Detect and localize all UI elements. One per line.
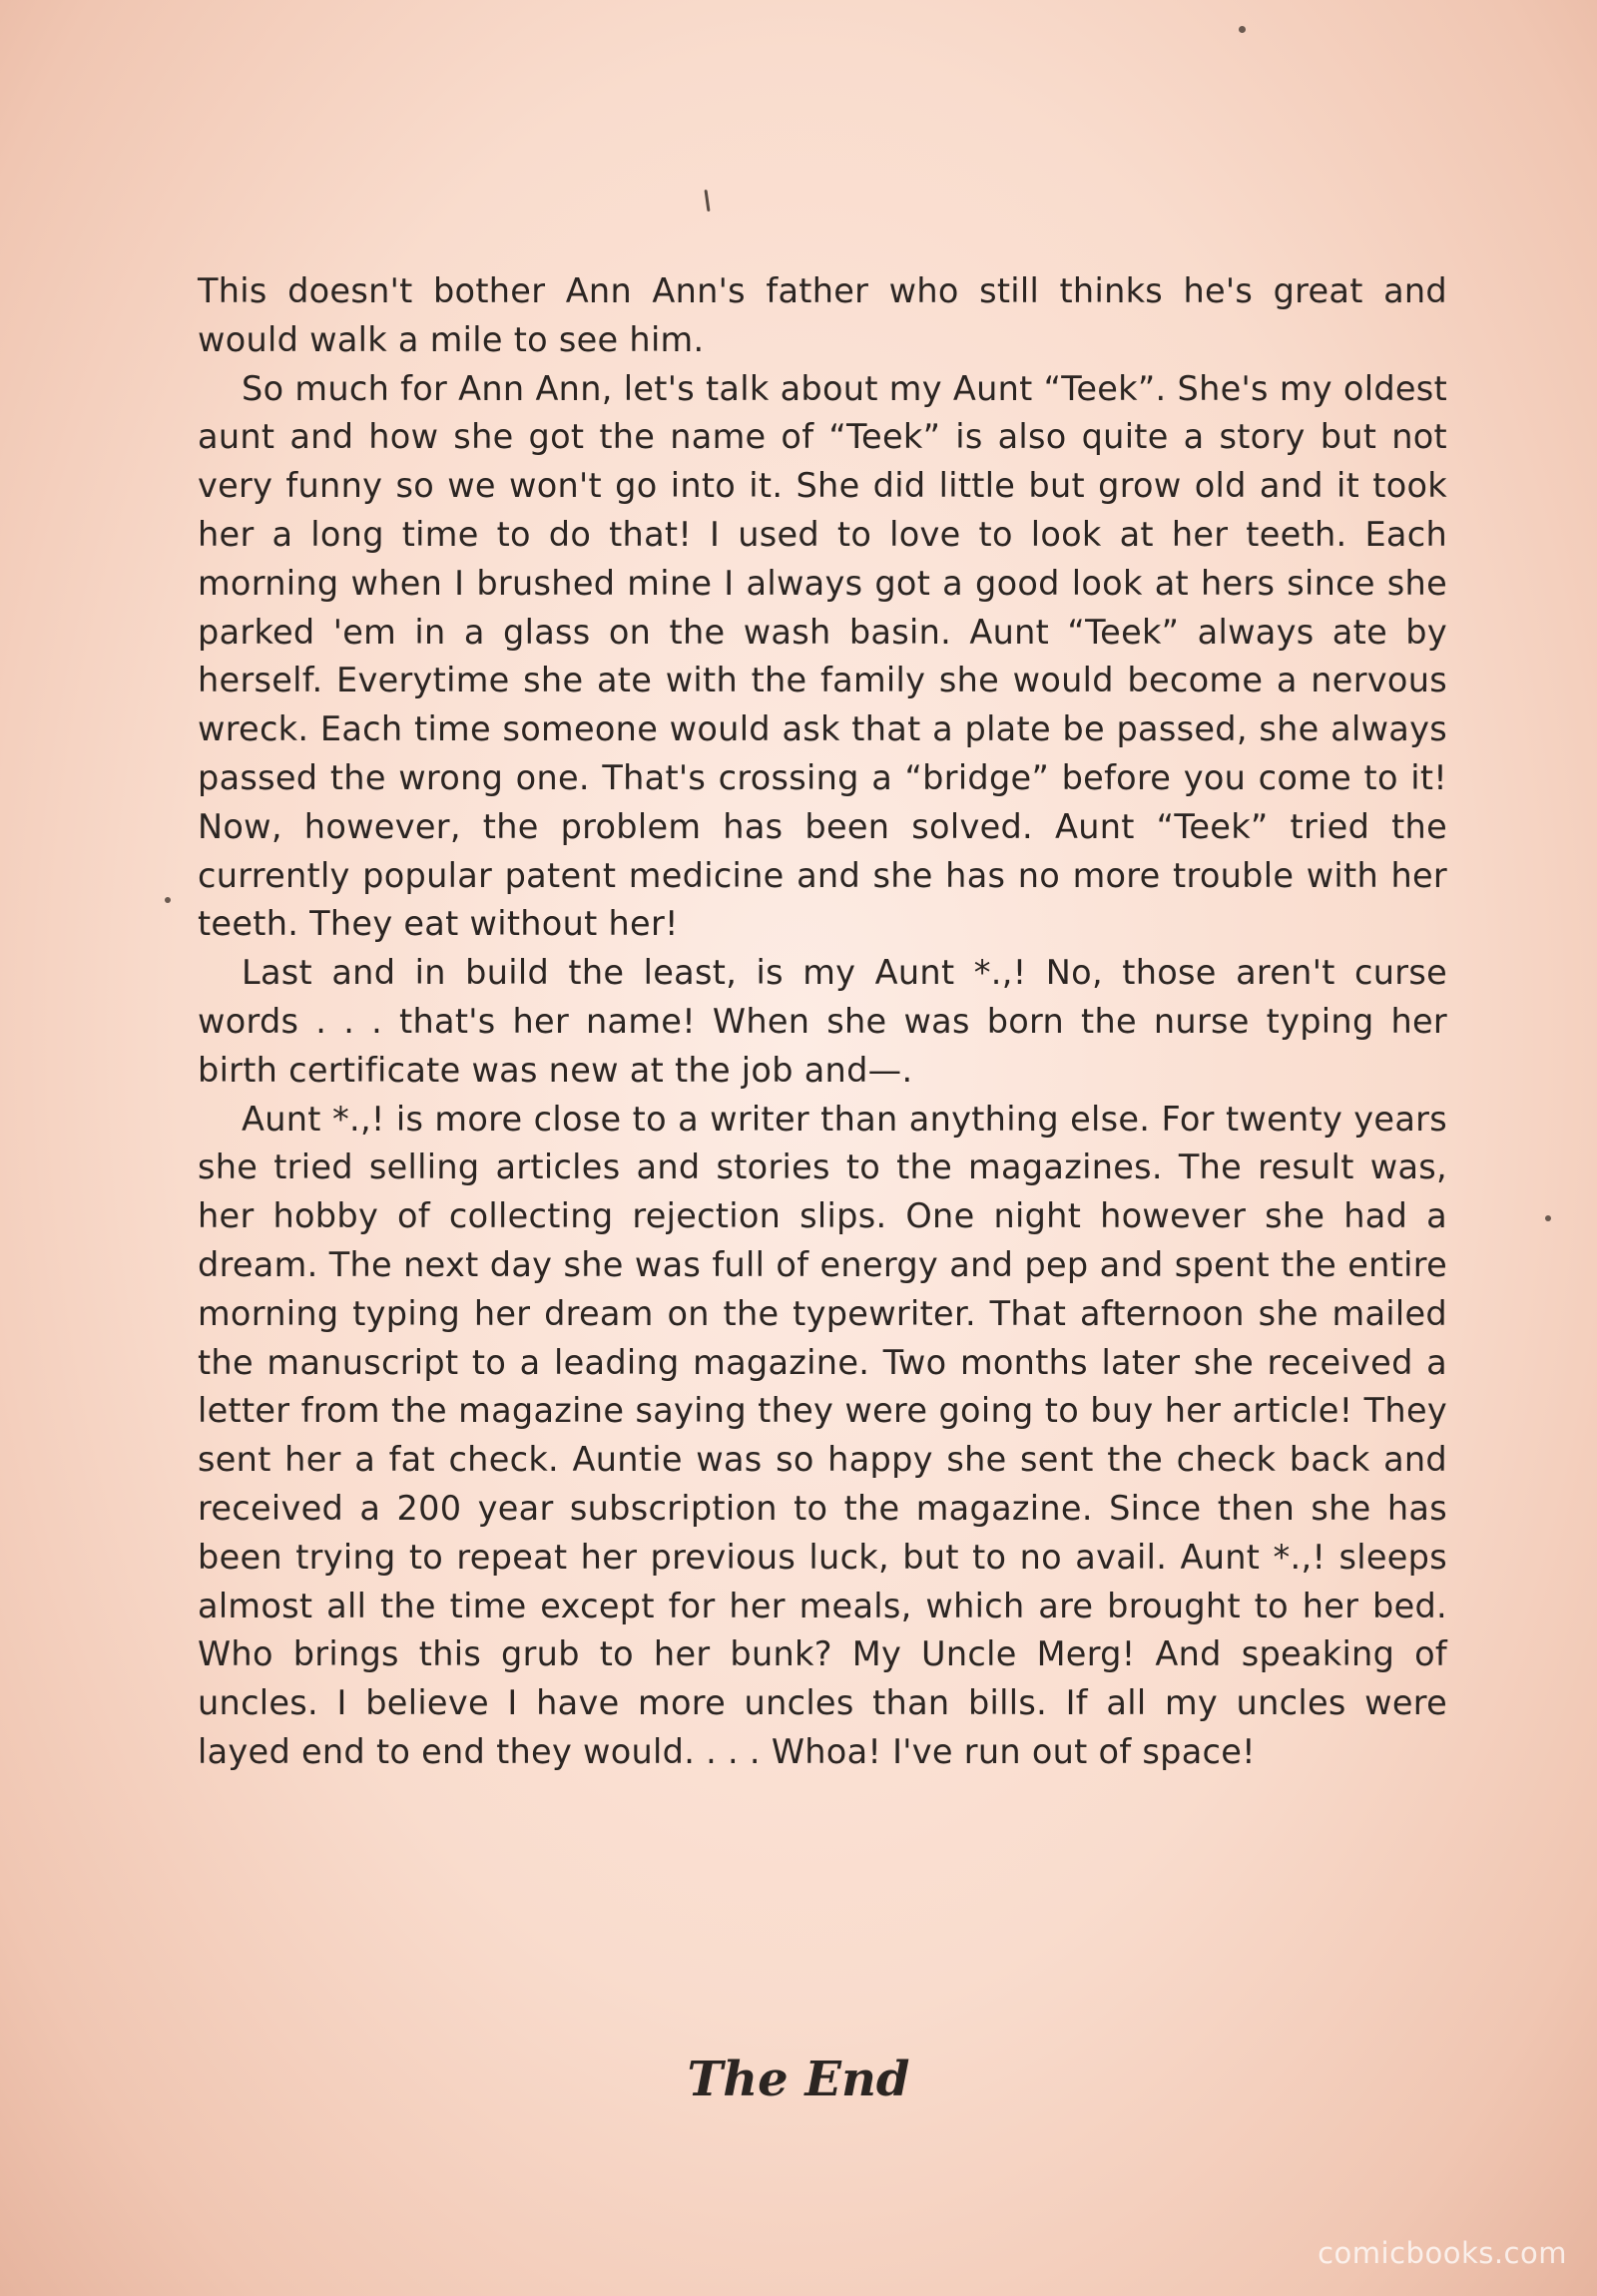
paragraph: Aunt *.,! is more close to a writer than anything else. For twenty years she tried selling articles and stories to the magazines. The result was, her hobby of collecting rejection slips. One night however she had a dream. The next day she was full of energy and pep and spent the entire morning typing her dream on the typewriter. That afternoon she mailed the manuscript to a leading magazine. Two months later she received a letter from the magazine saying they were going to buy her article! They sent her a fat check. Auntie was so happy she sent the check back and received a 200 year subscription to the magazine. Since then she has been trying to repeat her previous luck, but to no avail. Aunt *.,! sleeps almost all the time except for her meals, which are brought to her bed. Who brings this grub to her bunk? My Uncle Merg! And speaking of uncles. I believe I have more uncles than bills. If all my uncles were layed end to end they would. . . . Whoa! I've run out of space!: [198, 1099, 1447, 1771]
ink-mark: [704, 190, 710, 212]
paragraph: This doesn't bother Ann Ann's father who still thinks he's great and would walk a mile to see him.: [198, 271, 1447, 359]
paragraph: Last and in build the least, is my Aunt *.,! No, those aren't curse words . . . that's her name! When she was born the nurse typing her birth certificate was new at the job and—.: [198, 953, 1447, 1090]
ink-speck: [1239, 26, 1246, 33]
paragraph: So much for Ann Ann, let's talk about my Aunt “Teek”. She's my oldest aunt and how she got the name of “Teek” is also quite a story but not very funny so we won't go into it. She did little but grow old and it took her a long time to do that! I used to love to look at her teeth. Each morning when I brushed mine I always got a good look at hers since she parked 'em in a glass on the wash basin. Aunt “Teek” always ate by herself. Everytime she ate with the family she would become a nervous wreck. Each time someone would ask that a plate be passed, she always passed the wrong one. That's crossing a “bridge” before you come to it! Now, however, the problem has been solved. Aunt “Teek” tried the currently popular patent medicine and she has no more trouble with her teeth. They eat without her!: [198, 368, 1447, 944]
watermark: comicbooks.com: [1318, 2236, 1567, 2270]
ink-speck: [165, 897, 171, 903]
story-text: [198, 267, 1447, 1777]
ink-speck: [1545, 1215, 1551, 1221]
closing-title: The End: [687, 2052, 910, 2107]
